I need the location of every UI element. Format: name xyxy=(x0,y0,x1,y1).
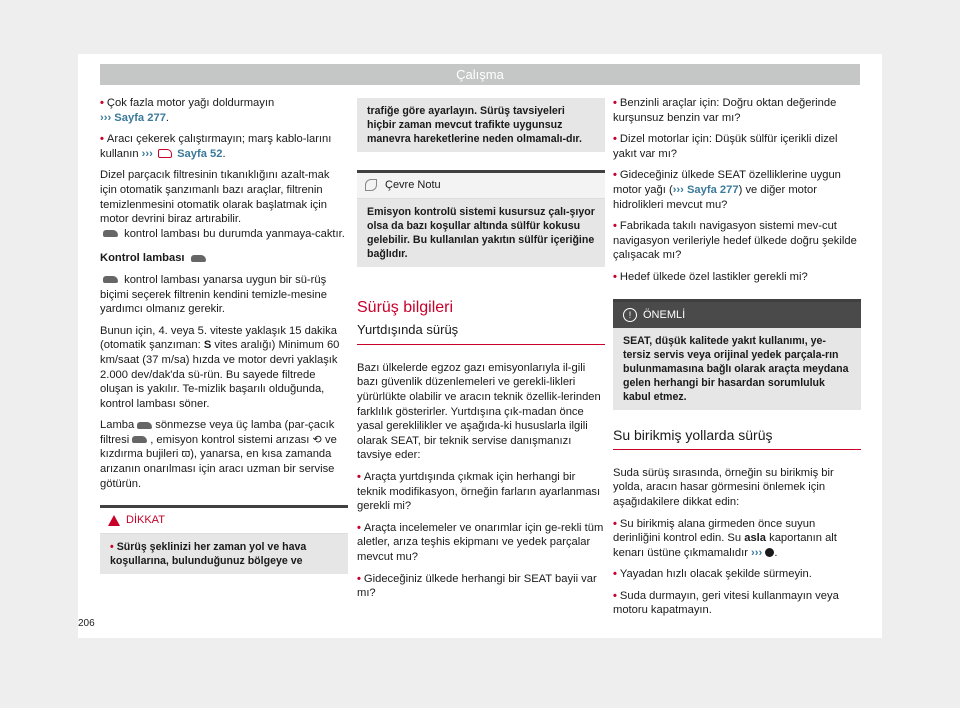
list-item: • Suda durmayın, geri vitesi kullanmayın veya motoru kapatmayın. xyxy=(613,589,839,617)
info-icon: ! xyxy=(623,308,637,322)
subheading: Kontrol lambası xyxy=(100,251,348,266)
section-title: Sürüş bilgileri xyxy=(357,298,454,316)
bullet-icon: • xyxy=(613,169,617,182)
section-subtitle: Yurtdışında sürüş xyxy=(357,323,605,345)
particle-filter-lamp-icon xyxy=(191,255,206,262)
bullet-icon: • xyxy=(613,568,617,581)
list-item: • Aracı çekerek çalıştırmayın; marş kablo-larını kullanın ››› Sayfa 52. xyxy=(100,133,332,160)
page-link[interactable]: ››› Sayfa 52 xyxy=(141,147,223,160)
bullet-icon: • xyxy=(613,97,617,109)
list-item: • Su birikmiş alana girmeden önce suyun derinliğini kontrol edin. Su asla kaportanın alt kenarı üstüne çıkmamalıdır ››› . xyxy=(613,517,837,559)
bullet-icon: • xyxy=(613,220,617,233)
notice-box xyxy=(613,299,861,411)
page-header: Çalışma xyxy=(100,64,860,85)
page-link[interactable]: ››› Sayfa 277 xyxy=(672,183,739,196)
particle-filter-lamp-icon xyxy=(103,276,118,283)
warning-box xyxy=(100,505,348,574)
list-item: • Benzinli araçlar için: Doğru oktan değerinde kurşunsuz benzin var mı? xyxy=(613,97,837,124)
notice-body: SEAT, düşük kalitede yakıt kullanımı, ye-tersiz servis veya orijinal yedek parçala-rın bulunmamasına bağlı olarak araçta meydana gelen herhangi bir hasardan sorumluluk kabul etmez. xyxy=(613,328,861,410)
list-item: • Gideceğiniz ülkede SEAT özelliklerine uygun motor yağı (››› Sayfa 277) ve diğer motor hidrolikleri mevcut mu? xyxy=(613,169,841,211)
environment-note-box xyxy=(357,170,605,267)
leaf-icon xyxy=(365,179,377,191)
particle-filter-lamp-icon xyxy=(103,230,118,237)
bullet-icon: • xyxy=(357,572,361,585)
bullet-icon: • xyxy=(357,521,361,534)
page-number: 206 xyxy=(78,618,95,629)
particle-filter-lamp-icon xyxy=(132,436,147,443)
warning-header: DİKKAT xyxy=(100,508,348,534)
list-item: • Dizel motorlar için: Düşük sülfür içerikli dizel yakıt var mı? xyxy=(613,133,838,160)
list-item: • Araçta incelemeler ve onarımlar için ge-rekli tüm aletler, arıza teşhis ekipmanı ve yedek parçalar mevcut mu? xyxy=(357,521,604,563)
paragraph: Lamba sönmezse veya üç lamba (par-çacık filtresi , emisyon kontrol sistemi arızası ⟲ ve kızdırma bujileri ϖ), yanarsa, en kısa zamanda arızanın onarılması için aracı uzman bir servise götürün. xyxy=(100,419,337,490)
warning-icon xyxy=(108,515,120,526)
bullet-icon: • xyxy=(613,517,617,530)
list-item: • Yayadan hızlı olacak şekilde sürmeyin. xyxy=(613,568,812,581)
warning-continued: trafiğe göre ayarlayın. Sürüş tavsiyeleri hiçbir zaman mevcut trafikte uygunsuz manevra hareketlerine neden olmamalı-dır. xyxy=(357,98,605,152)
bullet-icon: • xyxy=(100,97,104,109)
notice-header: ! ÖNEMLİ xyxy=(613,302,861,329)
warning-body: • Sürüş şeklinizi her zaman yol ve hava koşullarına, bulunduğunuz bölgeye ve xyxy=(100,534,348,574)
environment-note-body: Emisyon kontrolü sistemi kusursuz çalı-şıyor olsa da bazı koşullar altında sülfür kokusu gelebilir. Bu kullanılan yakıtın sülfür içeriğine bağlıdır. xyxy=(357,199,605,267)
paragraph: Bazı ülkelerde egzoz gazı emisyonlarıyla il-gili bazı güvenlik düzenlemeleri ve gerekli-likleri yürürlükte olabilir ve aracın teknik özellik-lerinden farklılık gösterirler. Yurtdışına çık-madan önce yasal gereklilikler ve aşağıda-ki hususlarla ilgili olarak SEAT, bir teknik servise danışmanızı tavsiye eder: xyxy=(357,361,601,462)
bullet-icon: • xyxy=(110,540,114,553)
paragraph: Suda sürüş sırasında, örneğin su birikmiş bir yolda, aracın hasar görmesini önlemek için aşağıdakilere dikkat edin: xyxy=(613,466,834,508)
page-link[interactable]: ››› Sayfa 277 xyxy=(100,111,166,124)
paragraph: kontrol lambası yanarsa uygun bir sü-rüş biçimi seçerek filtrenin kendini temizle-mesine yardımcı olmanız gerekir. xyxy=(100,273,327,316)
figure-link[interactable]: ››› xyxy=(751,547,774,559)
list-item: • Çok fazla motor yağı doldurmayın ››› Sayfa 277. xyxy=(100,97,275,124)
bullet-icon: • xyxy=(100,133,104,146)
glow-plug-icon: ϖ xyxy=(181,448,191,461)
book-icon xyxy=(158,149,172,158)
column-left xyxy=(100,96,348,584)
bullet-icon: • xyxy=(613,270,617,283)
environment-note-header: Çevre Notu xyxy=(357,173,605,199)
particle-filter-lamp-icon xyxy=(137,422,152,429)
bullet-icon: • xyxy=(613,589,617,602)
paragraph: Bunun için, 4. veya 5. viteste yaklaşık 15 dakika (otomatik şanzıman: S vites aralığı) Minimum 60 km/saat (37 m/sa) hızda ve motor devri yaklaşık 2.000 dev/dak'da sü-rün. Bu sayede filtrede oluşan is yakılır. Te-mizlik başarılı olduğunda, kontrol lambası söner. xyxy=(100,324,340,410)
section-subtitle: Su birikmiş yollarda sürüş xyxy=(613,428,861,450)
column-middle xyxy=(357,96,605,608)
paragraph: Dizel parçacık filtresinin tıkanıklığını azalt-mak için otomatik şanzımanlı bazı araçlar, filtrenin temizlenmesini otomatik olarak başlatmak için motor devrini biraz artırabilir. kontrol lambası bu durumda yanmaya-caktır. xyxy=(100,169,345,240)
info-circle-icon xyxy=(765,548,774,557)
list-item: • Gideceğiniz ülkede herhangi bir SEAT bayii var mı? xyxy=(357,572,597,600)
list-item: • Araçta yurtdışında çıkmak için herhangi bir teknik modifikasyon, örneğin farların ayarlanması gerekli mi? xyxy=(357,470,601,513)
bullet-icon: • xyxy=(613,133,617,146)
column-right xyxy=(613,96,861,625)
emission-lamp-icon: ⟲ xyxy=(312,433,322,446)
bullet-icon: • xyxy=(357,470,361,483)
list-item: • Hedef ülkede özel lastikler gerekli mi? xyxy=(613,270,808,283)
list-item: • Fabrikada takılı navigasyon sistemi mev-cut navigasyon verileriyle hedef ülkede doğru şekilde çalışacak mı? xyxy=(613,220,857,262)
